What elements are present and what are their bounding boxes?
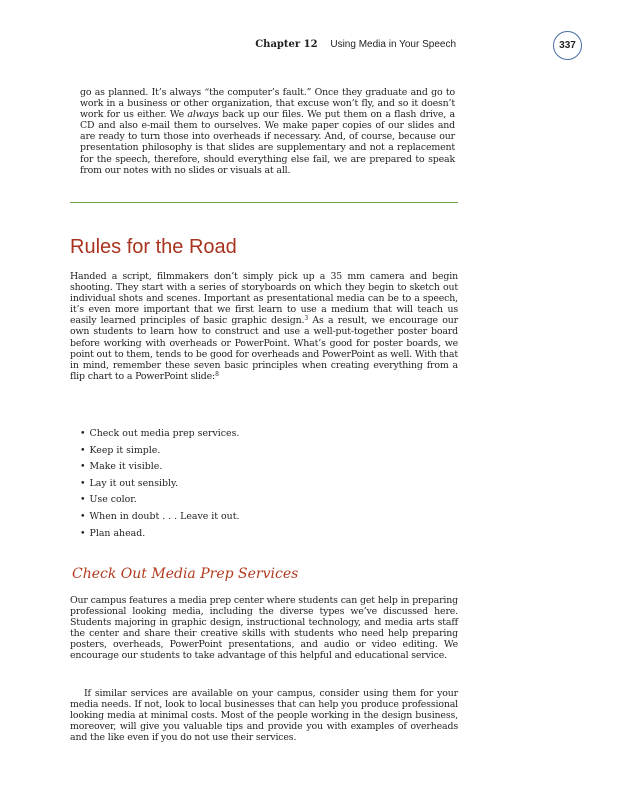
emphasis-always: always (187, 109, 219, 121)
list-item: • When in doubt . . . Leave it out. (80, 509, 239, 526)
footnote-ref: 8 (215, 370, 219, 378)
section-heading-media-prep: Check Out Media Prep Services (72, 566, 299, 582)
list-item: • Make it visible. (80, 459, 239, 476)
page-number: 337 (553, 31, 582, 60)
media-prep-paragraph-2: If similar services are available on your campus, consider using them for your media needs. If not, look to local businesses that can help you produce professional looking media at minimal costs. Most of the people working in the design business, moreover, will give you valuable tips and provide you with examples of overheads and the like even if you do not use their services. (70, 688, 458, 744)
list-item: • Lay it out sensibly. (80, 476, 239, 493)
media-prep-paragraph: Our campus features a media prep center where students can get help in preparing professional looking media, including the diverse types we’ve discussed here. Students majoring in graphic design, instructional technology, and media arts staff the center and share their creative skills with students who need help preparing posters, overheads, PowerPoint presentations, and audio or video editing. We encourage our students to take advantage of this helpful and educational service. (70, 595, 458, 662)
list-item: • Use color. (80, 492, 239, 509)
chapter-label: Chapter 12 (255, 39, 318, 50)
list-item: • Plan ahead. (80, 526, 239, 543)
sidebar-box-text: go as planned. It’s always “the computer’s fault.” Once they graduate and go to work in a business or other organization, that excuse won’t fly, and so it doesn’t work for us either. We always back up our files. We put them on a flash drive, a CD and also e-mail them to ourselves. We make paper copies of our slides and are ready to turn those into overheads if necessary. And, of course, because our presentation philosophy is that slides are supplementary and not a replacement for the speech, therefore, should everything else fail, we are prepared to speak from our notes with no slides or visuals at all. (80, 87, 455, 176)
section-heading-rules: Rules for the Road (70, 236, 237, 258)
list-item: • Check out media prep services. (80, 426, 239, 443)
chapter-title: Using Media in Your Speech (330, 39, 456, 50)
rules-paragraph: Handed a script, filmmakers don’t simply pick up a 35 mm camera and begin shooting. They start with a series of storyboards on which they begin to sketch out individual shots and scenes. Important as presentational media can be to a speech, it’s even more important that we first learn to use a medium that will teach us easily learned principles of basic graphic design.$^3$ As a result, we encourage our own students to learn how to construct and use a well-put-together poster board before working with overheads or PowerPoint. What’s good for poster boards, we point out to them, tends to be good for overheads and PowerPoint as well. With that in mind, remember these seven basic principles when creating everything from a flip chart to a PowerPoint slide:$^8$ (70, 271, 458, 382)
section-divider (70, 202, 458, 203)
list-item: • Keep it simple. (80, 443, 239, 460)
footnote-ref: 3 (304, 315, 309, 323)
principles-list (80, 426, 239, 542)
running-header (255, 39, 456, 50)
